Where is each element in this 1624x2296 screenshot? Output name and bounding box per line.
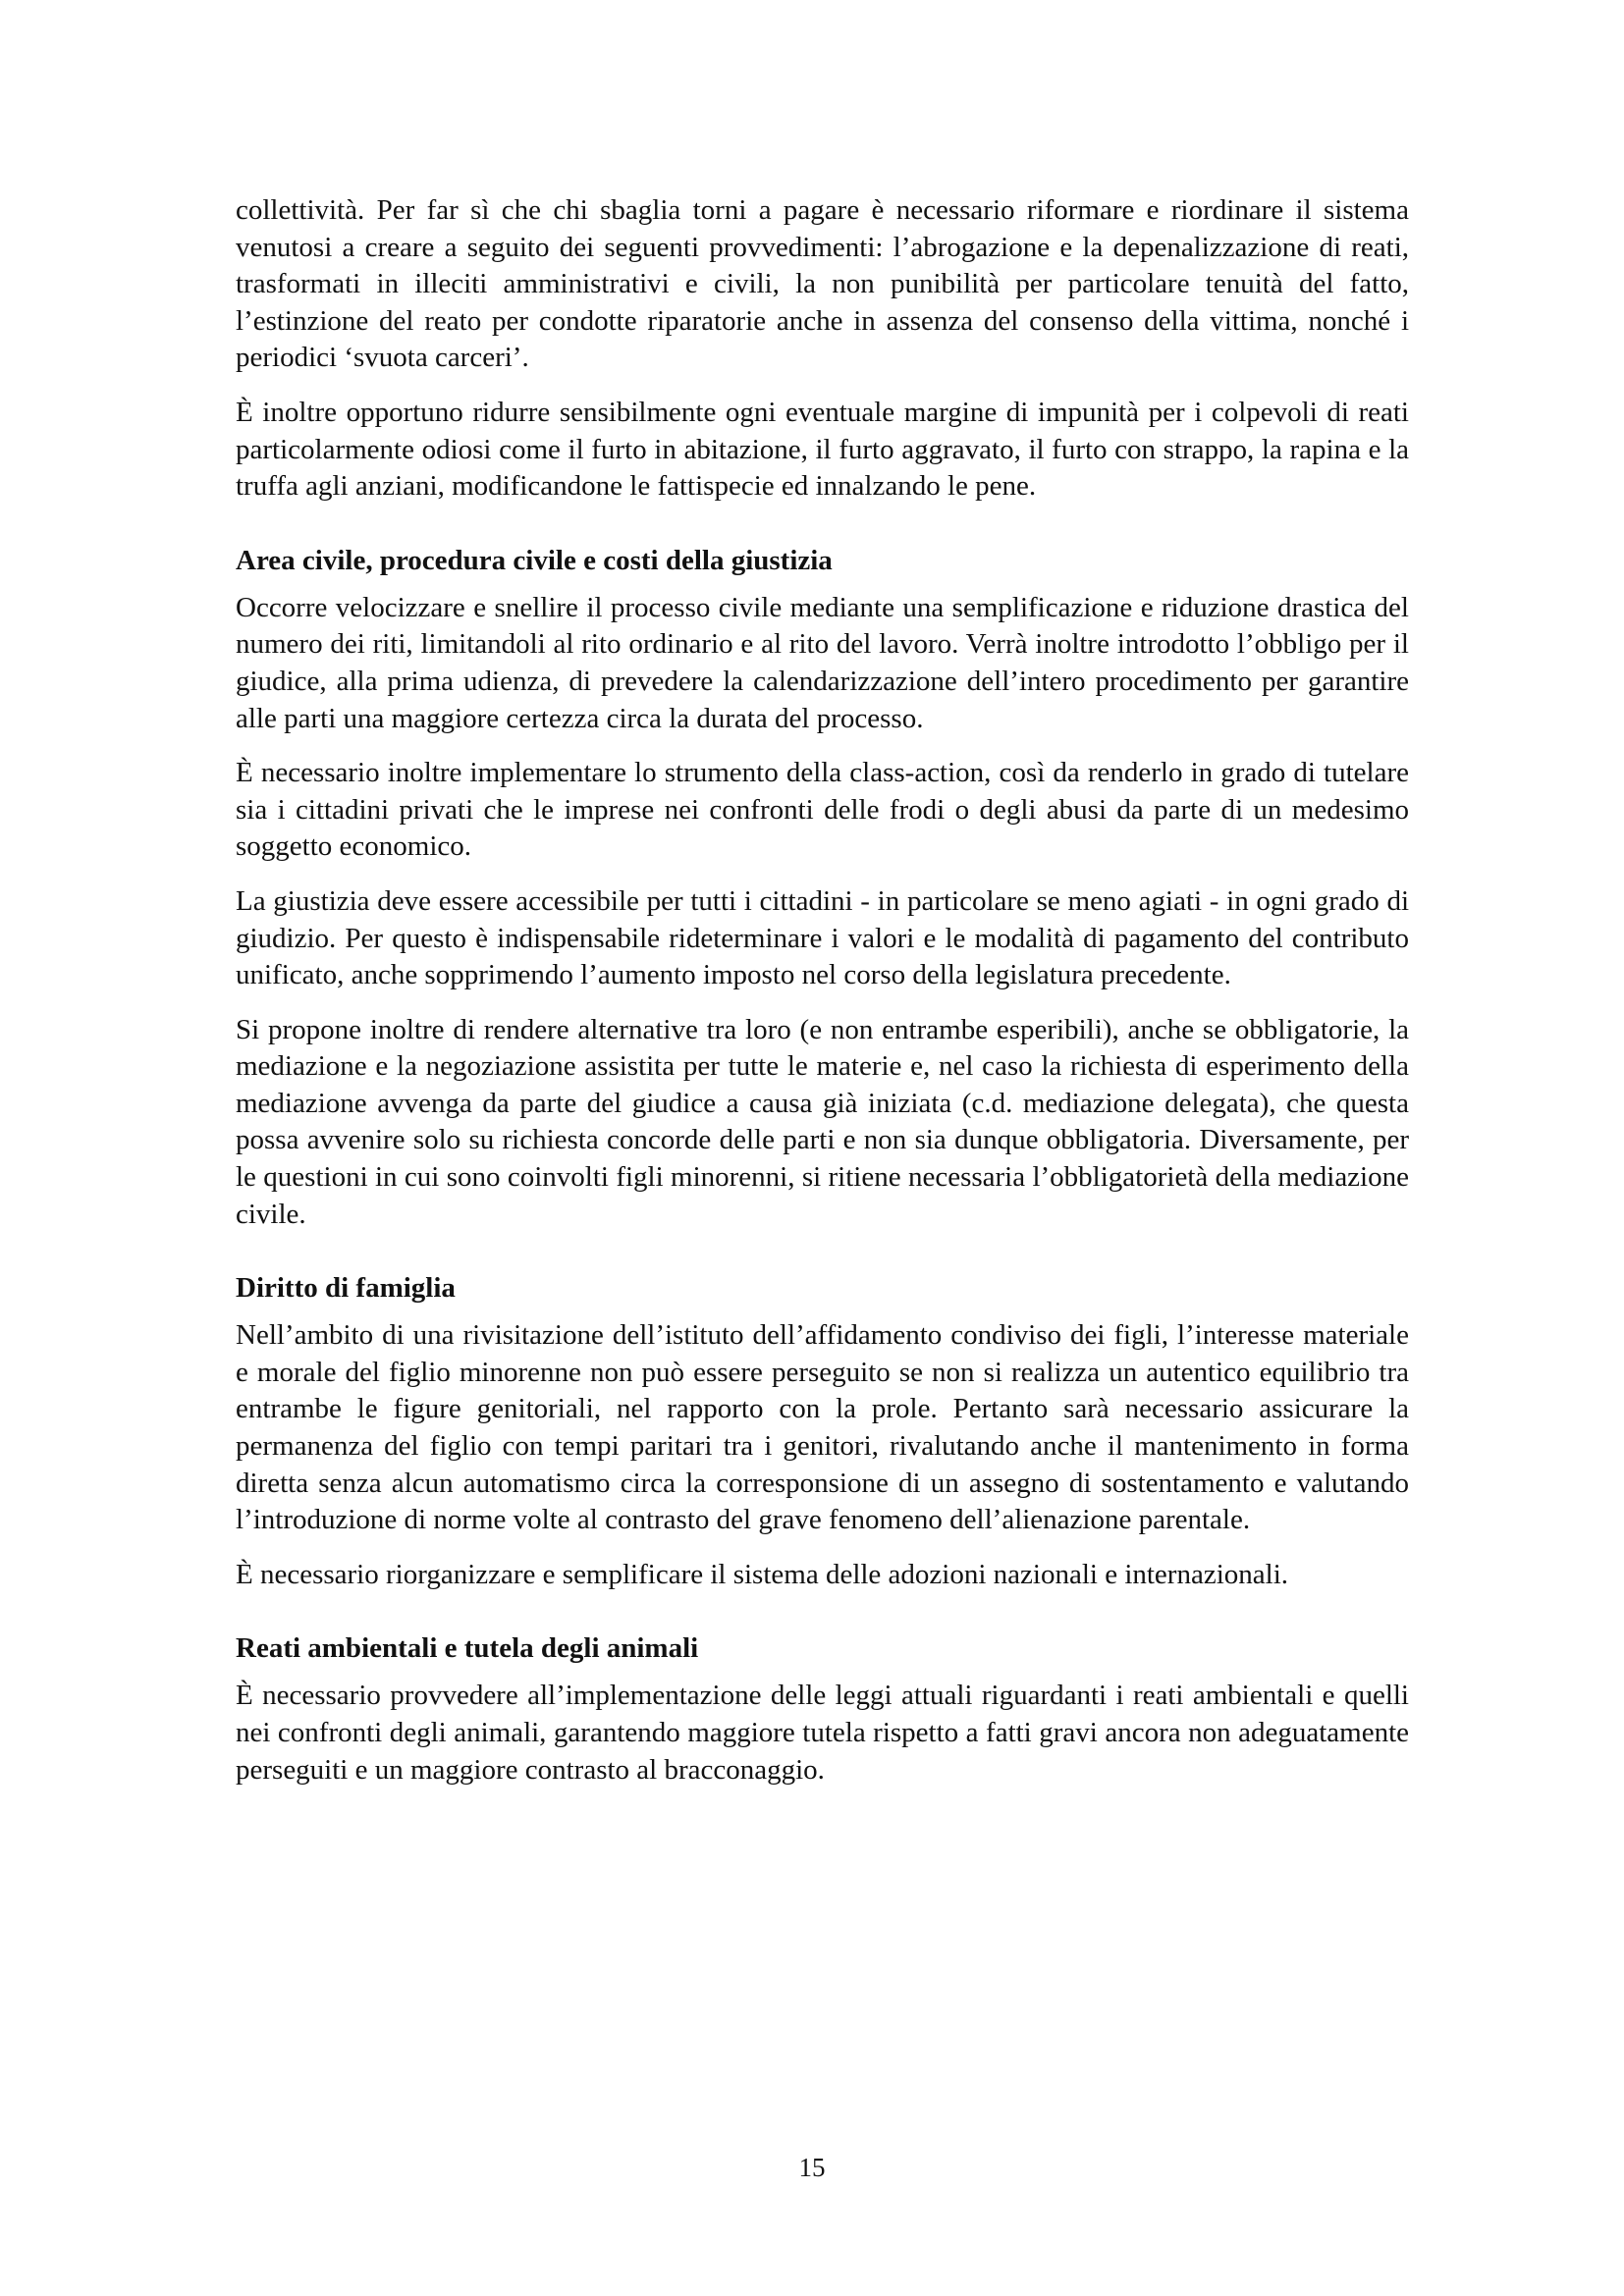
- page-number: 15: [798, 2153, 826, 2182]
- paragraph-affidamento: Nell’ambito di una rivisitazione dell’istituto dell’affidamento condiviso dei figli, l’interesse materiale e morale del figlio minorenne non può essere perseguito se non si realizza un autentico equilibrio tra entrambe le figure genitoriali, nel rapporto con la prole. Pertanto sarà necessario assicurare la permanenza del figlio con tempi paritari tra i genitori, rivalutando anche il mantenimento in forma diretta senza alcun automatismo circa la corresponsione di un assegno di sostentamento e valutando l’introduzione di norme volte al contrasto del grave fenomeno dell’alienazione parentale.: [236, 1319, 1409, 1536]
- paragraph-contributo-unificato: La giustizia deve essere accessibile per tutti i cittadini - in particolare se meno agiati - in ogni grado di giudizio. Per questo è indispensabile rideterminare i valori e le modalità di pagamento del contributo unificato, anche sopprimendo l’aumento imposto nel corso della legislatura precedente.: [236, 884, 1409, 991]
- paragraph-class-action: È necessario inoltre implementare lo strumento della class-action, così da renderlo in grado di tutelare sia i cittadini privati che le imprese nei confronti delle frodi o degli abusi da parte di un medesimo soggetto economico.: [236, 757, 1409, 863]
- paragraph-collettivita: collettività. Per far sì che chi sbaglia torni a pagare è necessario riformare e riordinare il sistema venutosi a creare a seguito dei seguenti provvedimenti: l’abrogazione e la depenalizzazione di reati, trasformati in illeciti amministrativi e civili, la non punibilità per particolare tenuità del fatto, l’estinzione del reato per condotte riparatorie anche in assenza del consenso della vittima, nonché i periodici ‘svuota carceri’.: [236, 194, 1409, 374]
- paragraph-processo-civile: Occorre velocizzare e snellire il processo civile mediante una semplificazione e riduzione drastica del numero dei riti, limitandoli al rito ordinario e al rito del lavoro. Verrà inoltre introdotto l’obbligo per il giudice, alla prima udienza, di prevedere la calendarizzazione dell’intero procedimento per garantire alle parti una maggiore certezza circa la durata del processo.: [236, 591, 1409, 734]
- paragraph-mediazione: Si propone inoltre di rendere alternative tra loro (e non entrambe esperibili), anche se obbligatorie, la mediazione e la negoziazione assistita per tutte le materie e, nel caso la richiesta di esperimento della mediazione avvenga da parte del giudice a causa già iniziata (c.d. mediazione delegata), che questa possa avvenire solo su richiesta concorde delle parti e non sia dunque obbligatoria. Diversamente, per le questioni in cui sono coinvolti figli minorenni, si ritiene necessaria l’obbligatorietà della mediazione civile.: [236, 1013, 1409, 1230]
- heading-diritto-famiglia: Diritto di famiglia: [236, 1272, 456, 1305]
- document-body: [236, 192, 1409, 1806]
- paragraph-tutela-animali: È necessario provvedere all’implementazione delle leggi attuali riguardanti i reati ambientali e quelli nei confronti degli animali, garantendo maggiore tutela rispetto a fatti gravi ancora non adeguatamente perseguiti e un maggiore contrasto al bracconaggio.: [236, 1680, 1409, 1786]
- paragraph-adozioni: È necessario riorganizzare e semplificare il sistema delle adozioni nazionali e internazionali.: [236, 1558, 1288, 1590]
- heading-reati-ambientali: Reati ambientali e tutela degli animali: [236, 1632, 699, 1665]
- heading-area-civile: Area civile, procedura civile e costi della giustizia: [236, 544, 833, 576]
- paragraph-impunita: È inoltre opportuno ridurre sensibilmente ogni eventuale margine di impunità per i colpevoli di reati particolarmente odiosi come il furto in abitazione, il furto aggravato, il furto con strappo, la rapina e la truffa agli anziani, modificandone le fattispecie ed innalzando le pene.: [236, 396, 1409, 503]
